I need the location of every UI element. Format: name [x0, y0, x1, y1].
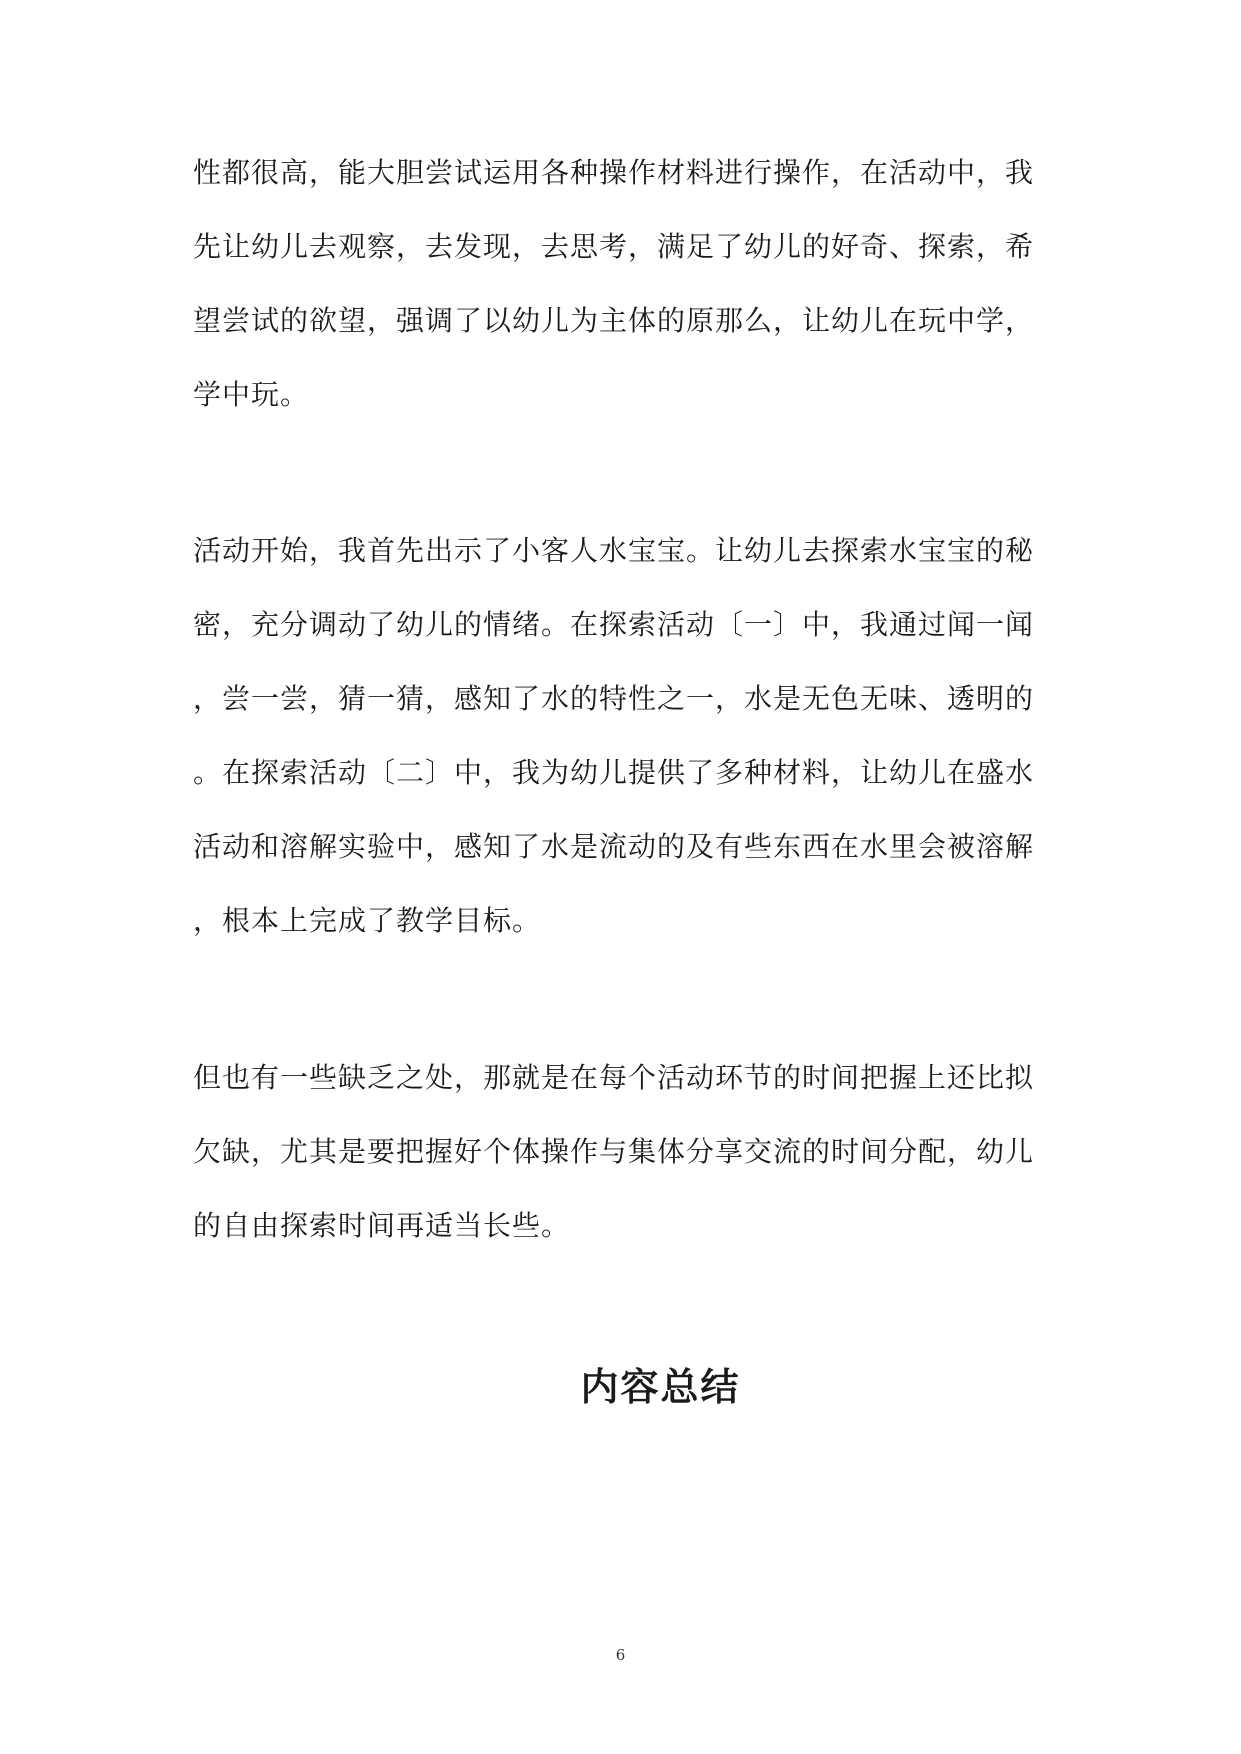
paragraph-3	[193, 1063, 1053, 1241]
paragraph-line: 活动开始，我首先出示了小客人水宝宝。让幼儿去探索水宝宝的秘	[193, 534, 1035, 567]
paragraph-line: 的自由探索时间再适当长些。	[193, 1209, 571, 1242]
paragraph-2	[193, 536, 1053, 936]
paragraph-line: 密，充分调动了幼儿的情绪。在探索活动〔一〕中，我通过闻一闻	[193, 608, 1035, 641]
paragraph-line: 欠缺，尤其是要把握好个体操作与集体分享交流的时间分配，幼儿	[193, 1135, 1035, 1168]
paragraph-1	[193, 158, 1053, 410]
paragraph-line: ，根本上完成了教学目标。	[193, 904, 542, 937]
paragraph-line: 性都很高，能大胆尝试运用各种操作材料进行操作，在活动中，我	[193, 156, 1035, 189]
paragraph-line: 。在探索活动〔二〕中，我为幼儿提供了多种材料，让幼儿在盛水	[193, 756, 1035, 789]
paragraph-line: 望尝试的欲望，强调了以幼儿为主体的原那么，让幼儿在玩中学，	[193, 304, 1035, 337]
section-heading: 内容总结	[580, 1364, 741, 1409]
paragraph-line: 学中玩。	[193, 378, 310, 411]
paragraph-line: 但也有一些缺乏之处，那就是在每个活动环节的时间把握上还比拟	[193, 1061, 1035, 1094]
paragraph-line: 先让幼儿去观察，去发现，去思考，满足了幼儿的好奇、探索，希	[193, 230, 1035, 263]
paragraph-line: 活动和溶解实验中，感知了水是流动的及有些东西在水里会被溶解	[193, 830, 1035, 863]
paragraph-line: ，尝一尝，猜一猜，感知了水的特性之一，水是无色无味、透明的	[193, 682, 1035, 715]
page-number: 6	[615, 1646, 626, 1664]
